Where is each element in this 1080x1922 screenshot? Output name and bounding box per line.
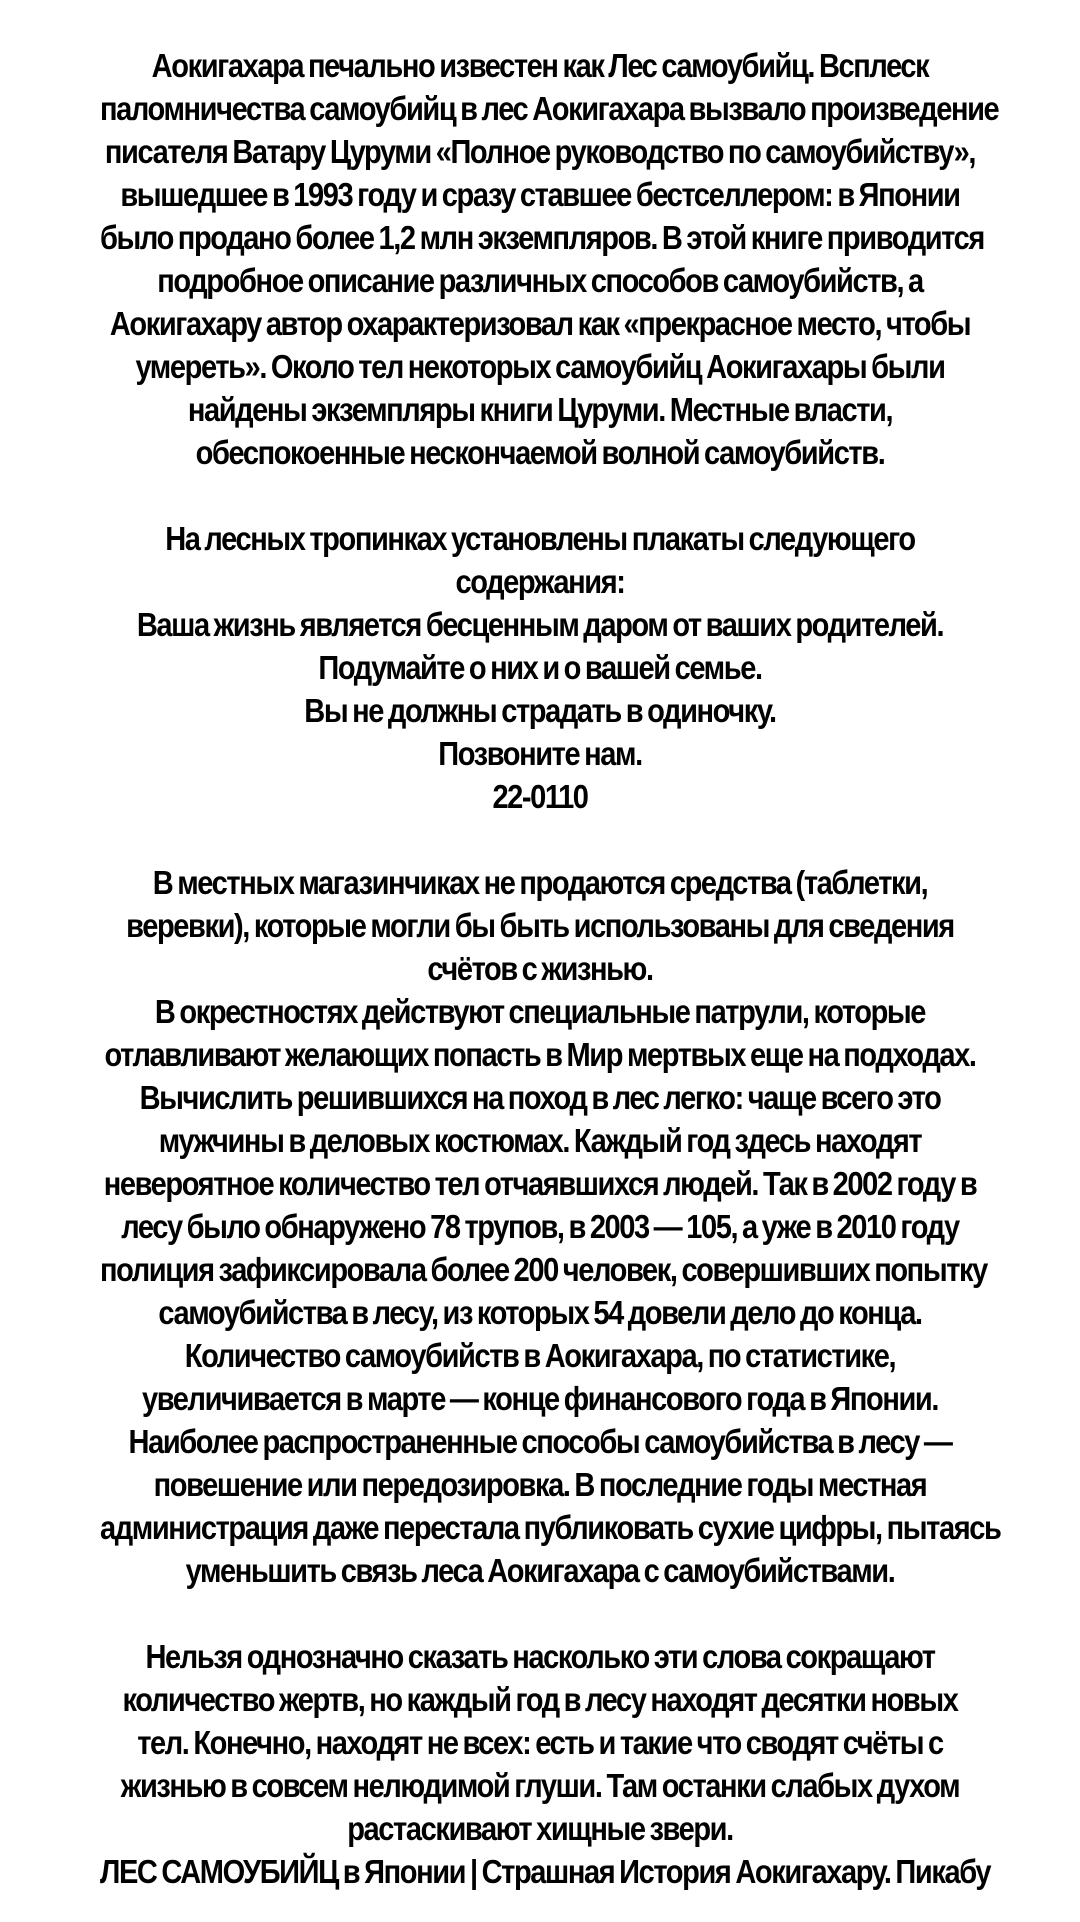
text-line: содержания: <box>455 563 625 600</box>
text-line: уменьшить связь леса Аокигахара с самоубийствами. <box>185 1552 895 1589</box>
text-line: увеличивается в марте — конце финансового года в Японии. <box>141 1380 939 1417</box>
text-line: Позвоните нам. <box>438 735 642 772</box>
source-credit: ЛЕС САМОУБИЙЦ в Японии | Страшная История Аокигахару. Пикабу <box>100 1853 991 1890</box>
paragraph-2 <box>40 517 1040 818</box>
text-line: было продано более 1,2 млн экземпляров. В этой книге приводится <box>100 219 984 256</box>
text-line: счётов с жизнью. <box>427 950 653 987</box>
text-line: жизнью в совсем нелюдимой глуши. Там останки слабых духом <box>120 1767 960 1804</box>
text-line: Нельзя однозначно сказать насколько эти слова сокращают <box>145 1638 935 1675</box>
text-line: мужчины в деловых костюмах. Каждый год здесь находят <box>158 1122 922 1159</box>
paragraph-3 <box>40 861 1040 1592</box>
text-line: умереть». Около тел некоторых самоубийц Аокигахары были <box>135 348 945 385</box>
text-line: Вычислить решившихся на поход в лес легко: чаще всего это <box>139 1079 941 1116</box>
text-line: Аокигахара печально известен как Лес самоубийц. Всплеск <box>151 47 929 84</box>
text-line: отлавливают желающих попасть в Мир мертвых еще на подходах. <box>104 1036 976 1073</box>
paragraph-1 <box>40 44 1040 474</box>
text-line: тел. Конечно, находят не всех: есть и такие что сводят счёты с <box>137 1724 943 1761</box>
text-line: вышедшее в 1993 году и сразу ставшее бестселлером: в Японии <box>120 176 960 213</box>
text-line: писателя Ватару Цуруми «Полное руководство по самоубийству», <box>104 133 976 170</box>
text-line: Ваша жизнь является бесценным даром от ваших родителей. <box>136 606 944 643</box>
paragraph-gap <box>40 818 1040 861</box>
text-line: В местных магазинчиках не продаются средства (таблетки, <box>152 864 928 901</box>
text-line: количество жертв, но каждый год в лесу находят десятки новых <box>122 1681 958 1718</box>
paragraph-gap <box>40 474 1040 517</box>
paragraph-4 <box>40 1635 1040 1850</box>
text-line: невероятное количество тел отчаявшихся людей. Так в 2002 году в <box>103 1165 977 1202</box>
text-line: лесу было обнаружено 78 трупов, в 2003 — 105, а уже в 2010 году <box>121 1208 959 1245</box>
text-line: Аокигахару автор охарактеризовал как «прекрасное место, чтобы <box>109 305 971 342</box>
text-line: растаскивают хищные звери. <box>347 1810 733 1847</box>
text-line: На лесных тропинках установлены плакаты следующего <box>165 520 915 557</box>
text-line: веревки), которые могли бы быть использованы для сведения <box>126 907 954 944</box>
text-line: администрация даже перестала публиковать сухие цифры, пытаясь <box>100 1509 1001 1546</box>
text-line: полиция зафиксировала более 200 человек, совершивших попытку <box>100 1251 987 1288</box>
text-line: повешение или передозировка. В последние годы местная <box>153 1466 927 1503</box>
text-line: паломничества самоубийц в лес Аокигахара вызвало произведение <box>100 90 999 127</box>
text-line: самоубийства в лесу, из которых 54 довели дело до конца. <box>158 1294 922 1331</box>
text-line: В окрестностях действуют специальные патрули, которые <box>154 993 926 1030</box>
text-line: Подумайте о них и о вашей семье. <box>318 649 762 686</box>
text-line: Количество самоубийств в Аокигахара, по статистике, <box>184 1337 896 1374</box>
text-line: найдены экземпляры книги Цуруми. Местные власти, <box>187 391 893 428</box>
paragraph-gap <box>40 1592 1040 1635</box>
phone-number: 22-0110 <box>492 778 588 815</box>
text-line: обеспокоенные нескончаемой волной самоубийств. <box>195 434 885 471</box>
text-line: подробное описание различных способов самоубийств, а <box>157 262 923 299</box>
text-line: Наиболее распространенные способы самоубийства в лесу — <box>128 1423 952 1460</box>
text-line: Вы не должны страдать в одиночку. <box>304 692 776 729</box>
